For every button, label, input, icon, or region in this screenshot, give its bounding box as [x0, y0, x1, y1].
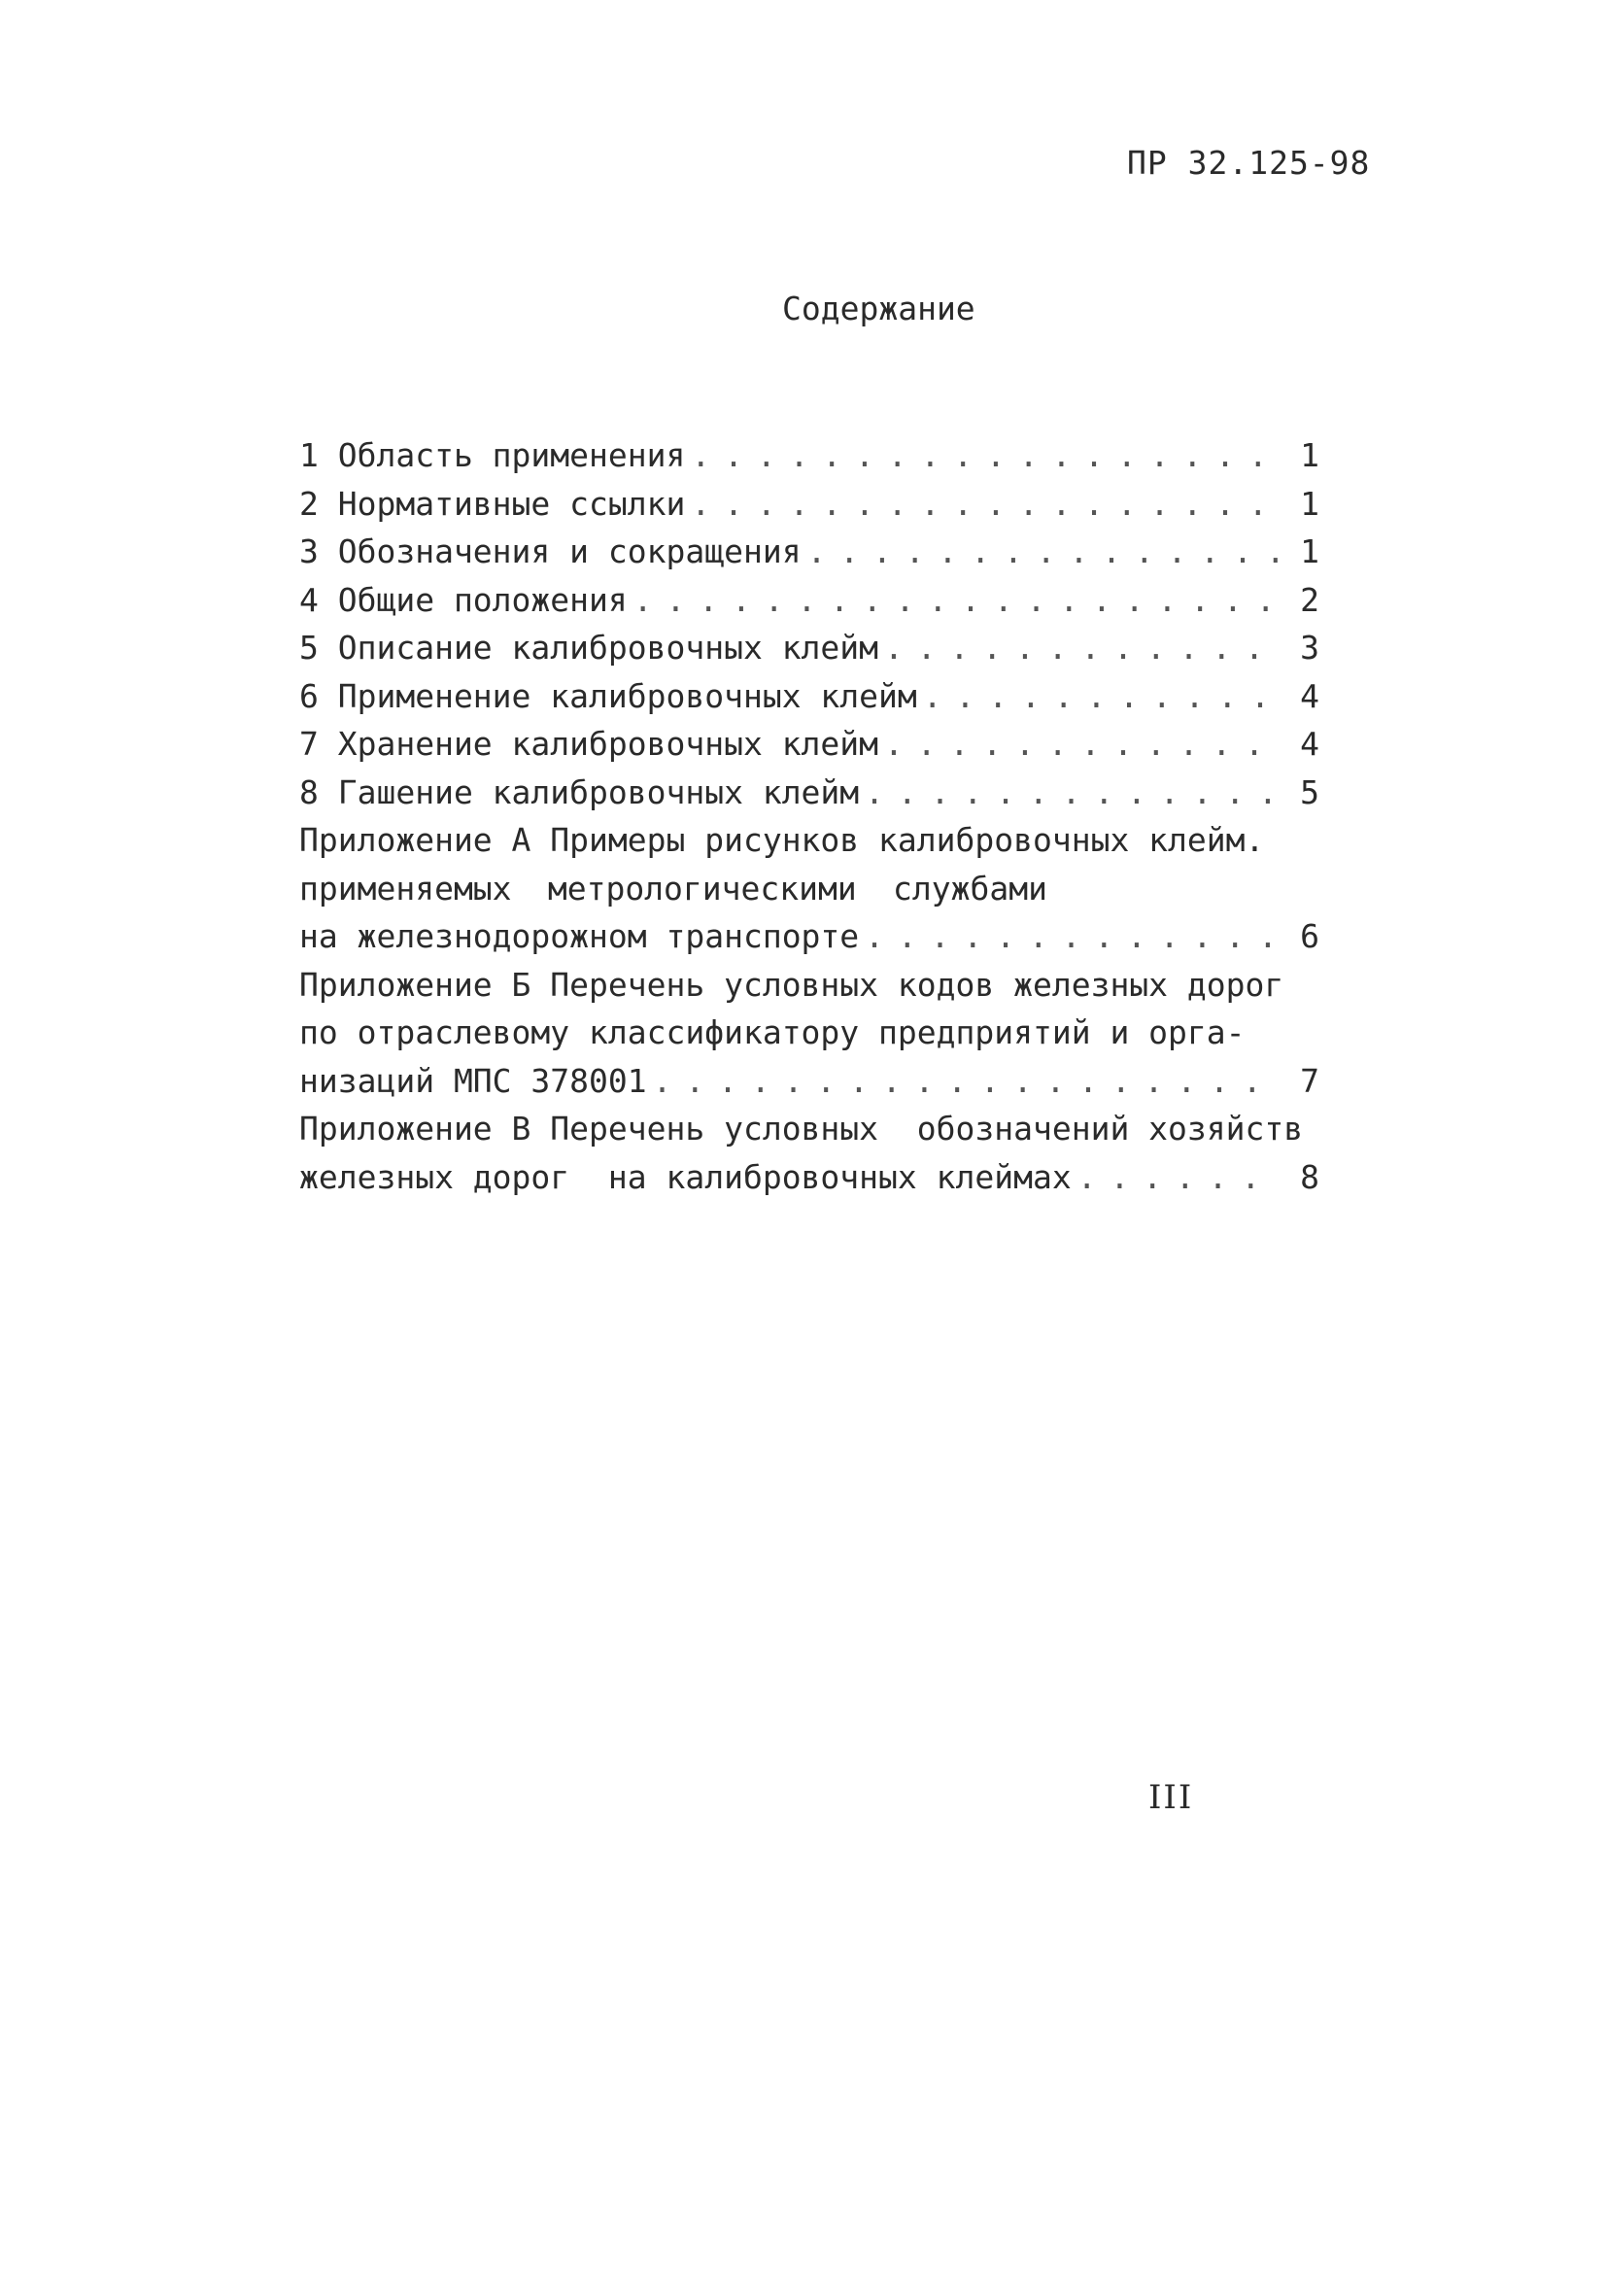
- toc-entry: [299, 576, 1319, 625]
- toc-entry-label: 5 Описание калибровочных клейм: [299, 629, 879, 667]
- toc-entry: [299, 672, 1319, 721]
- toc-entry: [299, 431, 1319, 480]
- toc-entry-page: 3: [1300, 629, 1319, 667]
- toc-entry: [299, 769, 1319, 817]
- toc-entry-label: 2 Нормативные ссылки: [299, 484, 686, 523]
- dot-leader: [923, 672, 1279, 721]
- toc-entry-label: низаций МПС 378001: [299, 1061, 647, 1100]
- toc-entry: [299, 1057, 1319, 1106]
- toc-entry-page: 4: [1300, 676, 1319, 715]
- toc-entry: [299, 720, 1319, 769]
- toc-title: Содержание: [782, 290, 975, 327]
- toc-entry: [299, 480, 1319, 529]
- toc-entry-label: железных дорог на калибровочных клеймах: [299, 1157, 1072, 1196]
- toc-entry-label: 3 Обозначения и сокращения: [299, 532, 802, 570]
- toc-entry-page: 6: [1300, 917, 1319, 955]
- toc-entry: [299, 1153, 1319, 1202]
- dot-leader: [807, 528, 1279, 576]
- toc-entry-page: 2: [1300, 580, 1319, 619]
- toc-entry-page: 5: [1300, 772, 1319, 811]
- table-of-contents: [299, 431, 1319, 1201]
- appendix-b-line-2: по отраслевому классификатору предприятий и орга-: [299, 1013, 1246, 1051]
- toc-entry-label: 4 Общие положения: [299, 580, 628, 619]
- appendix-a-word: применяемых: [299, 869, 512, 908]
- document-code: ПР 32.125-98: [1127, 144, 1371, 182]
- appendix-a-word: службами: [893, 869, 1047, 908]
- toc-entry-label: 6 Применение калибровочных клейм: [299, 676, 917, 715]
- dot-leader: [884, 624, 1279, 672]
- toc-entry-page: 8: [1300, 1157, 1319, 1196]
- toc-entry: [299, 624, 1319, 672]
- appendix-v-line-1: Приложение В Перечень условных обозначений хозяйств: [299, 1110, 1304, 1148]
- toc-entry-label: 1 Область применения: [299, 436, 686, 474]
- page-number: III: [1148, 1778, 1194, 1817]
- toc-entry: [299, 528, 1319, 576]
- dot-leader: [633, 576, 1279, 625]
- appendix-a-line-1: Приложение А Примеры рисунков калибровочных клейм.: [299, 821, 1265, 859]
- toc-entry-page: 4: [1300, 725, 1319, 763]
- dot-leader: [653, 1057, 1279, 1106]
- dot-leader: [884, 720, 1279, 769]
- dot-leader: [865, 912, 1279, 961]
- toc-entry: [299, 912, 1319, 961]
- toc-entry-page: 7: [1300, 1061, 1319, 1100]
- dot-leader: [691, 480, 1279, 529]
- toc-entry-label: на железнодорожном транспорте: [299, 917, 860, 955]
- appendix-a-word: метрологическими: [547, 869, 857, 908]
- toc-entry-page: 1: [1300, 436, 1319, 474]
- appendix-a-line-2: [299, 865, 1047, 913]
- appendix-b-line-1: Приложение Б Перечень условных кодов железных дорог: [299, 965, 1284, 1004]
- toc-entry-label: 8 Гашение калибровочных клейм: [299, 772, 860, 811]
- toc-entry-label: 7 Хранение калибровочных клейм: [299, 725, 879, 763]
- dot-leader: [1077, 1153, 1279, 1202]
- dot-leader: [691, 431, 1279, 480]
- toc-entry-page: 1: [1300, 484, 1319, 523]
- dot-leader: [865, 769, 1279, 817]
- toc-entry-page: 1: [1300, 532, 1319, 570]
